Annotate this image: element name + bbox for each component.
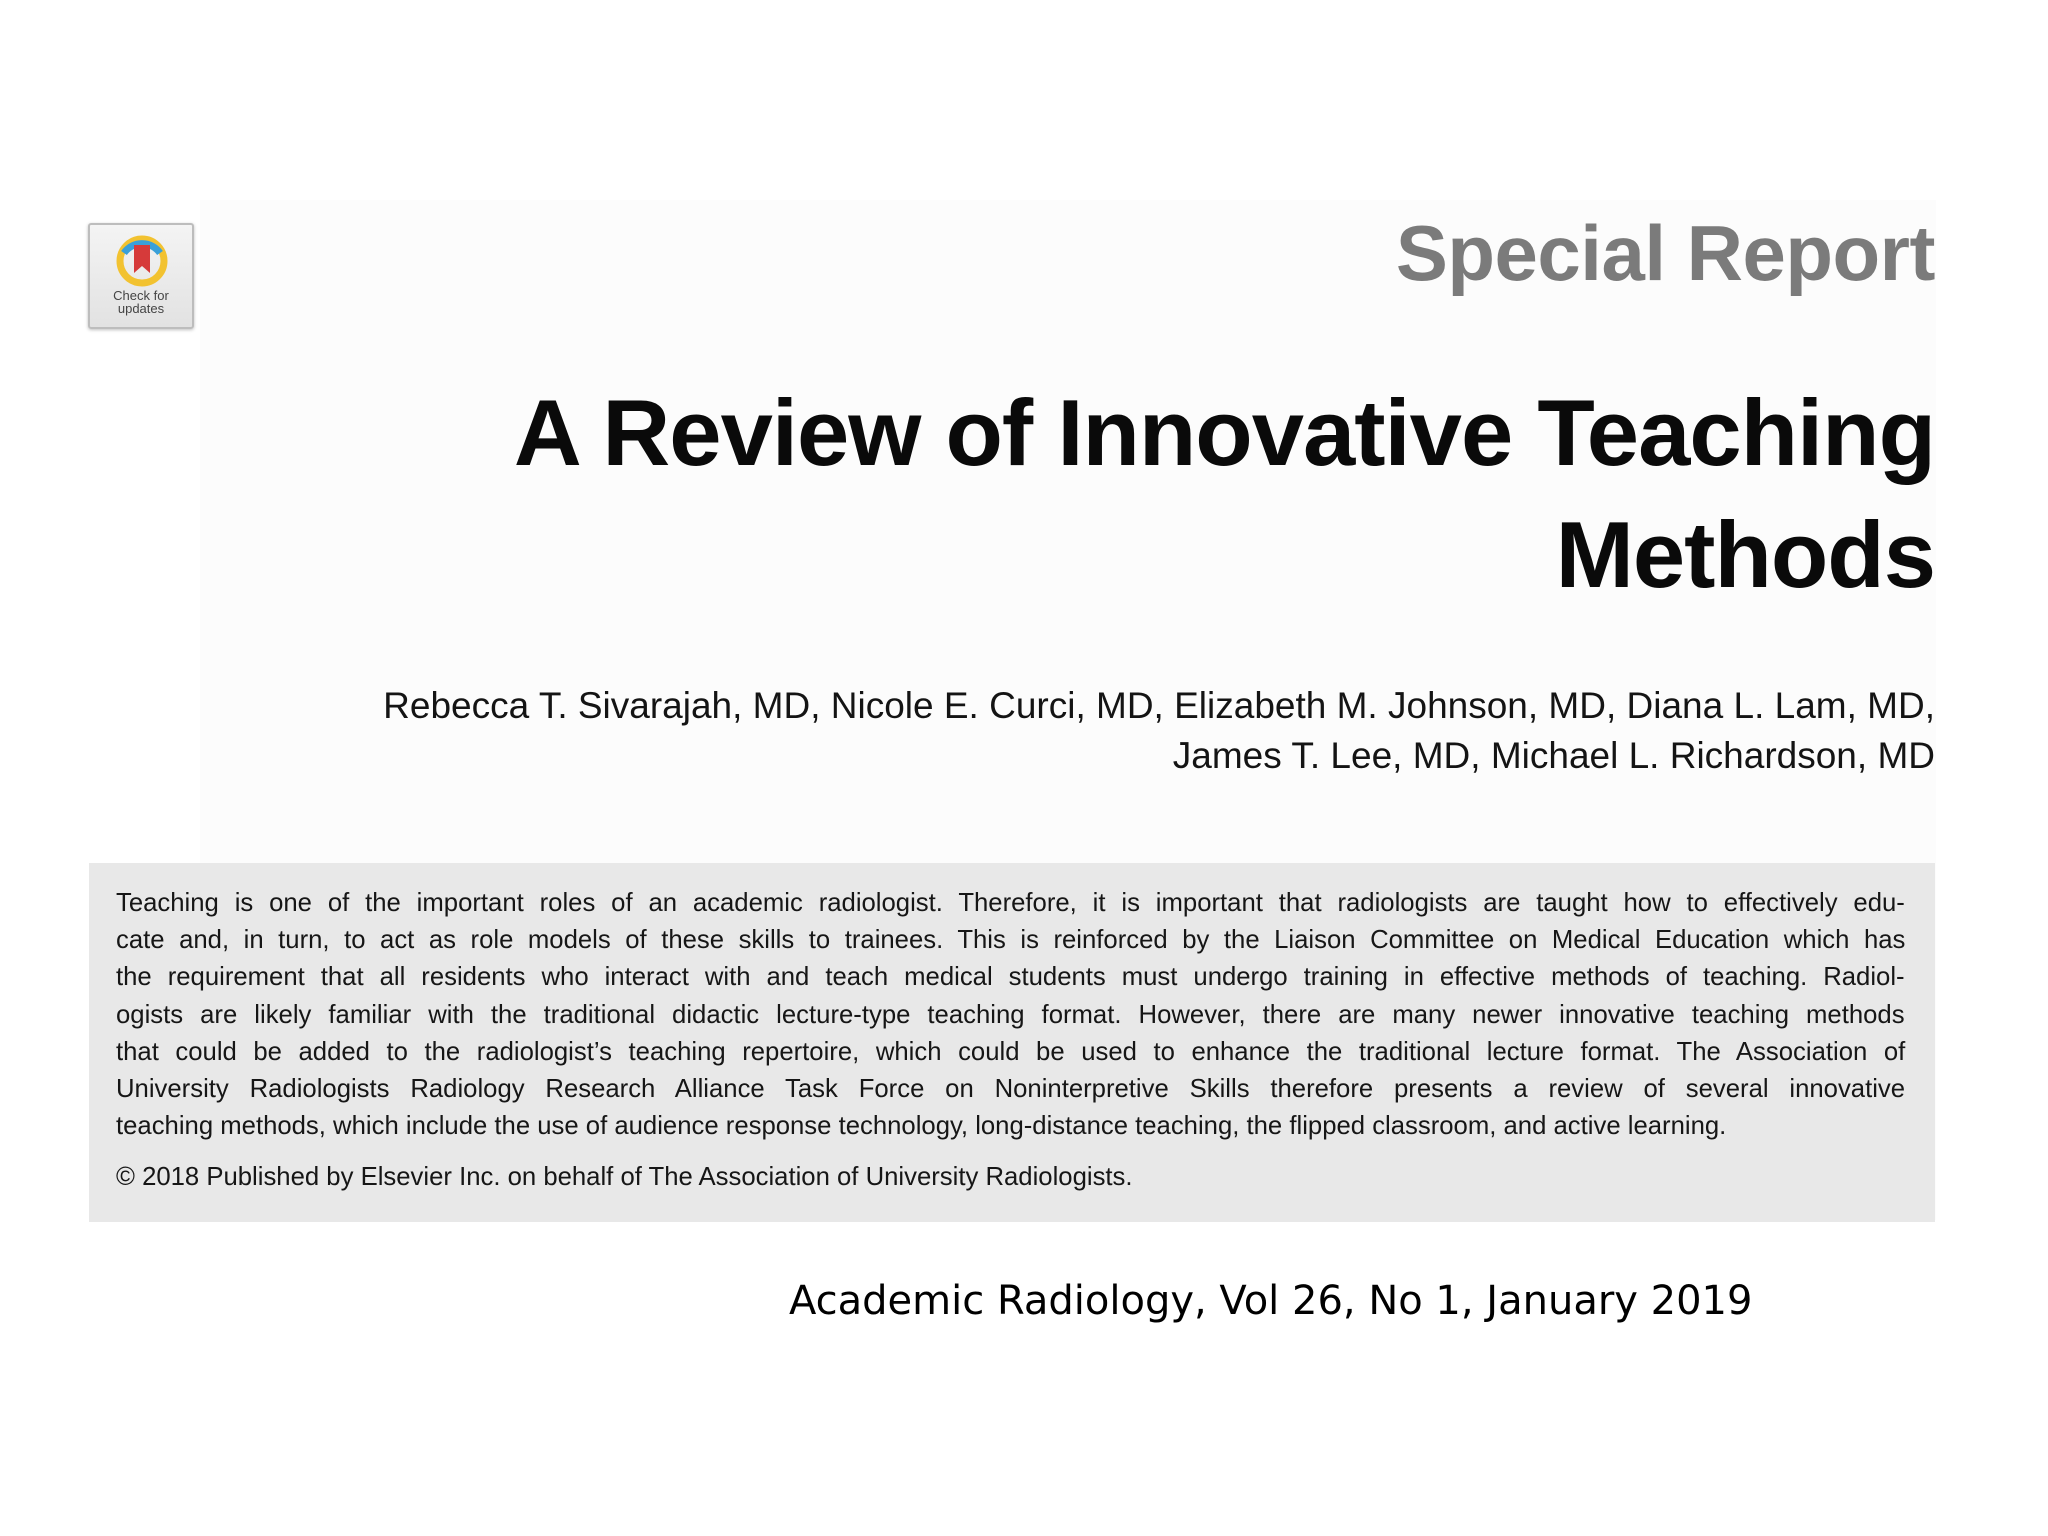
- abstract-line: that could be added to the radiologist’s teaching repertoire, which could be used to enhance the traditional lecture format. The Association of: [116, 1037, 1906, 1066]
- authors-line-1: Rebecca T. Sivarajah, MD, Nicole E. Curci, MD, Elizabeth M. Johnson, MD, Diana L. Lam, MD,: [383, 685, 1935, 726]
- copyright-notice: © 2018 Published by Elsevier Inc. on behalf of The Association of University Radiologists.: [116, 1163, 1133, 1192]
- abstract-line: cate and, in turn, to act as role models of these skills to trainees. This is reinforced by the Liaison Committee on Medical Education which has: [116, 926, 1906, 955]
- section-label: Special Report: [1395, 209, 1935, 297]
- abstract-line: teaching methods, which include the use of audience response technology, long-distance teaching, the flipped classroom, and active learning.: [116, 1112, 1727, 1141]
- author-list: [135, 681, 1935, 781]
- abstract-line: the requirement that all residents who interact with and teach medical students must undergo training in effective methods of teaching. Radiol-: [116, 963, 1905, 992]
- abstract-line: ogists are likely familiar with the traditional didactic lecture-type teaching format. However, there are many newer innovative teaching methods: [116, 1000, 1905, 1029]
- abstract-line: University Radiologists Radiology Research Alliance Task Force on Noninterpretive Skills therefore presents a review of several innovative: [116, 1075, 1906, 1104]
- check-for-updates-badge[interactable]: [88, 223, 194, 329]
- check-for-updates-label: [90, 289, 192, 315]
- article-title: [235, 372, 1935, 616]
- abstract-line: Teaching is one of the important roles of an academic radiologist. Therefore, it is important that radiologists are taught how to effectively edu-: [116, 889, 1905, 917]
- authors-line-2: James T. Lee, MD, Michael L. Richardson, MD: [1172, 735, 1935, 776]
- badge-line-2: updates: [117, 301, 165, 316]
- citation: Academic Radiology, Vol 26, No 1, January 2019: [789, 1278, 1753, 1324]
- abstract-box: [89, 863, 1935, 1222]
- abstract-text: [116, 885, 1905, 1145]
- title-line-1: A Review of Innovative Teaching: [513, 380, 1935, 485]
- badge-line-1: Check for: [113, 288, 169, 303]
- check-for-updates-icon: [114, 233, 170, 289]
- title-line-2: Methods: [1555, 502, 1935, 607]
